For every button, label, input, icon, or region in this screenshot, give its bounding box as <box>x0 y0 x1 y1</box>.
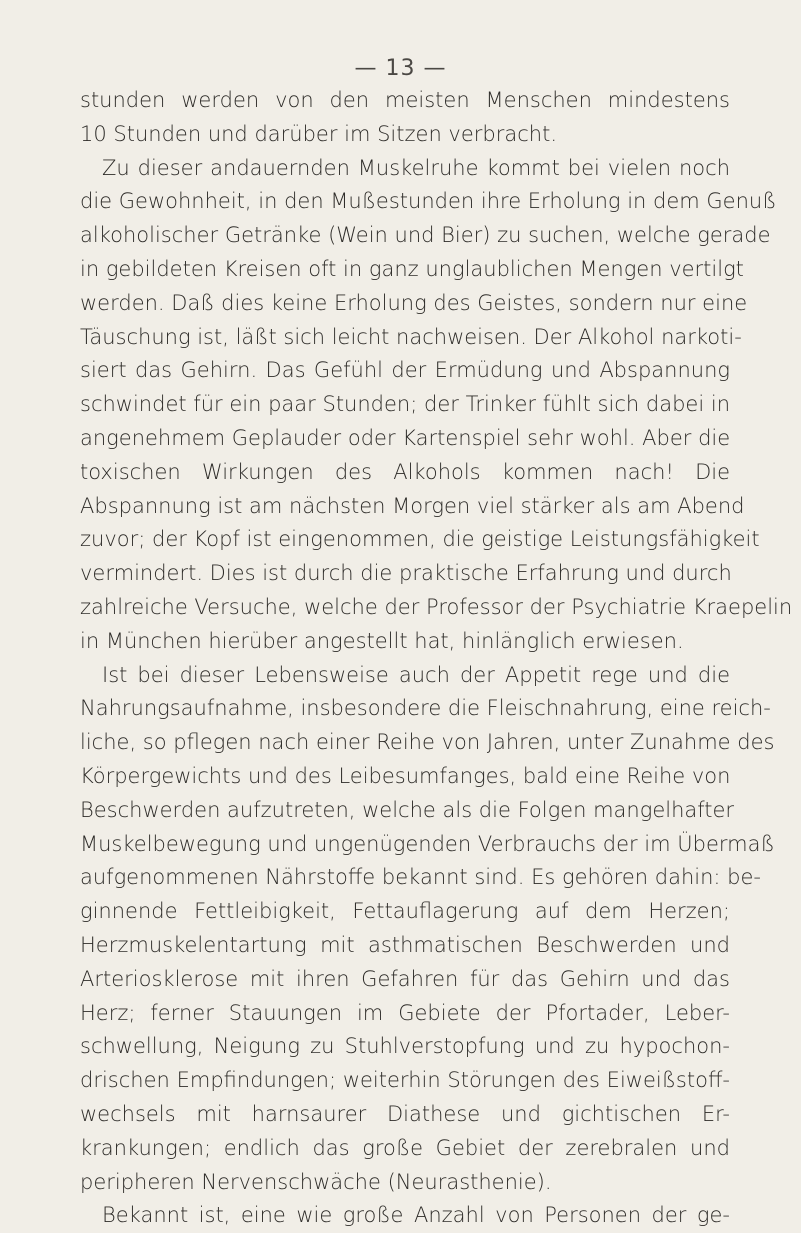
text-line: Täuschung ist, läßt sich leicht nachweisen. Der Alkohol narkoti- <box>80 324 742 349</box>
text-line: ginnende Fettleibigkeit, Fettauflagerung auf dem Herzen; <box>80 899 730 924</box>
text-line: zahlreiche Versuche, welche der Professor der Psychiatrie Kraepelin <box>80 594 793 619</box>
text-line: drischen Empfindungen; weiterhin Störungen des Eiweißstoff- <box>80 1068 730 1093</box>
text-line: krankungen; endlich das große Gebiet der zerebralen und <box>80 1135 730 1160</box>
text-line: Herz; ferner Stauungen im Gebiete der Pfortader, Leber- <box>80 1000 730 1025</box>
text-line: wechsels mit harnsaurer Diathese und gichtischen Er- <box>80 1101 730 1126</box>
text-line: schwellung, Neigung zu Stuhlverstopfung und zu hypochon- <box>80 1034 730 1059</box>
text-line: angenehmem Geplauder oder Kartenspiel sehr wohl. Aber die <box>80 425 731 450</box>
text-line: aufgenommenen Nährstoffe bekannt sind. Es gehören dahin: be- <box>80 865 761 890</box>
text-line: siert das Gehirn. Das Gefühl der Ermüdung und Abspannung <box>80 358 730 383</box>
text-line: liche, so pflegen nach einer Reihe von Jahren, unter Zunahme des <box>80 730 775 755</box>
text-line: 10 Stunden und darüber im Sitzen verbracht. <box>80 121 558 146</box>
text-line: alkoholischer Getränke (Wein und Bier) zu suchen, welche gerade <box>80 223 771 248</box>
text-line: stunden werden von den meisten Menschen mindestens <box>80 88 730 112</box>
text-line: Körpergewichts und des Leibesumfanges, bald eine Reihe von <box>80 763 731 788</box>
text-line: Herzmuskelentartung mit asthmatischen Beschwerden und <box>80 932 730 957</box>
text-line: Muskelbewegung und ungenügenden Verbrauchs der im Übermaß <box>80 831 775 856</box>
text-line: Ist bei dieser Lebensweise auch der Appetit rege und die <box>102 662 730 687</box>
text-line: zuvor; der Kopf ist eingenommen, die geistige Leistungsfähigkeit <box>80 527 760 552</box>
page-number: — 13 — <box>354 56 447 81</box>
body-text <box>80 84 793 1233</box>
text-line: Bekannt ist, eine wie große Anzahl von Personen der ge- <box>102 1203 730 1228</box>
text-line: Abspannung ist am nächsten Morgen viel stärker als am Abend <box>80 493 745 518</box>
text-line: in gebildeten Kreisen oft in ganz unglaublichen Mengen vertilgt <box>80 256 744 281</box>
text-line: peripheren Nervenschwäche (Neurasthenie). <box>80 1169 552 1194</box>
text-line: die Gewohnheit, in den Mußestunden ihre Erholung in dem Genuß <box>80 189 777 214</box>
text-line: vermindert. Dies ist durch die praktische Erfahrung und durch <box>80 561 732 586</box>
text-line: schwindet für ein paar Stunden; der Trinker fühlt sich dabei in <box>80 392 730 417</box>
text-line: Beschwerden aufzutreten, welche als die Folgen mangelhafter <box>80 797 735 822</box>
text-line: in München hierüber angestellt hat, hinlänglich erwiesen. <box>80 628 684 653</box>
text-line: Zu dieser andauernden Muskelruhe kommt bei vielen noch <box>102 155 730 180</box>
text-line: werden. Daß dies keine Erholung des Geistes, sondern nur eine <box>80 290 748 315</box>
text-line: Nahrungsaufnahme, insbesondere die Fleischnahrung, eine reich- <box>80 696 771 721</box>
text-line: Arteriosklerose mit ihren Gefahren für das Gehirn und das <box>80 966 730 991</box>
text-line: toxischen Wirkungen des Alkohols kommen nach! Die <box>80 459 730 484</box>
